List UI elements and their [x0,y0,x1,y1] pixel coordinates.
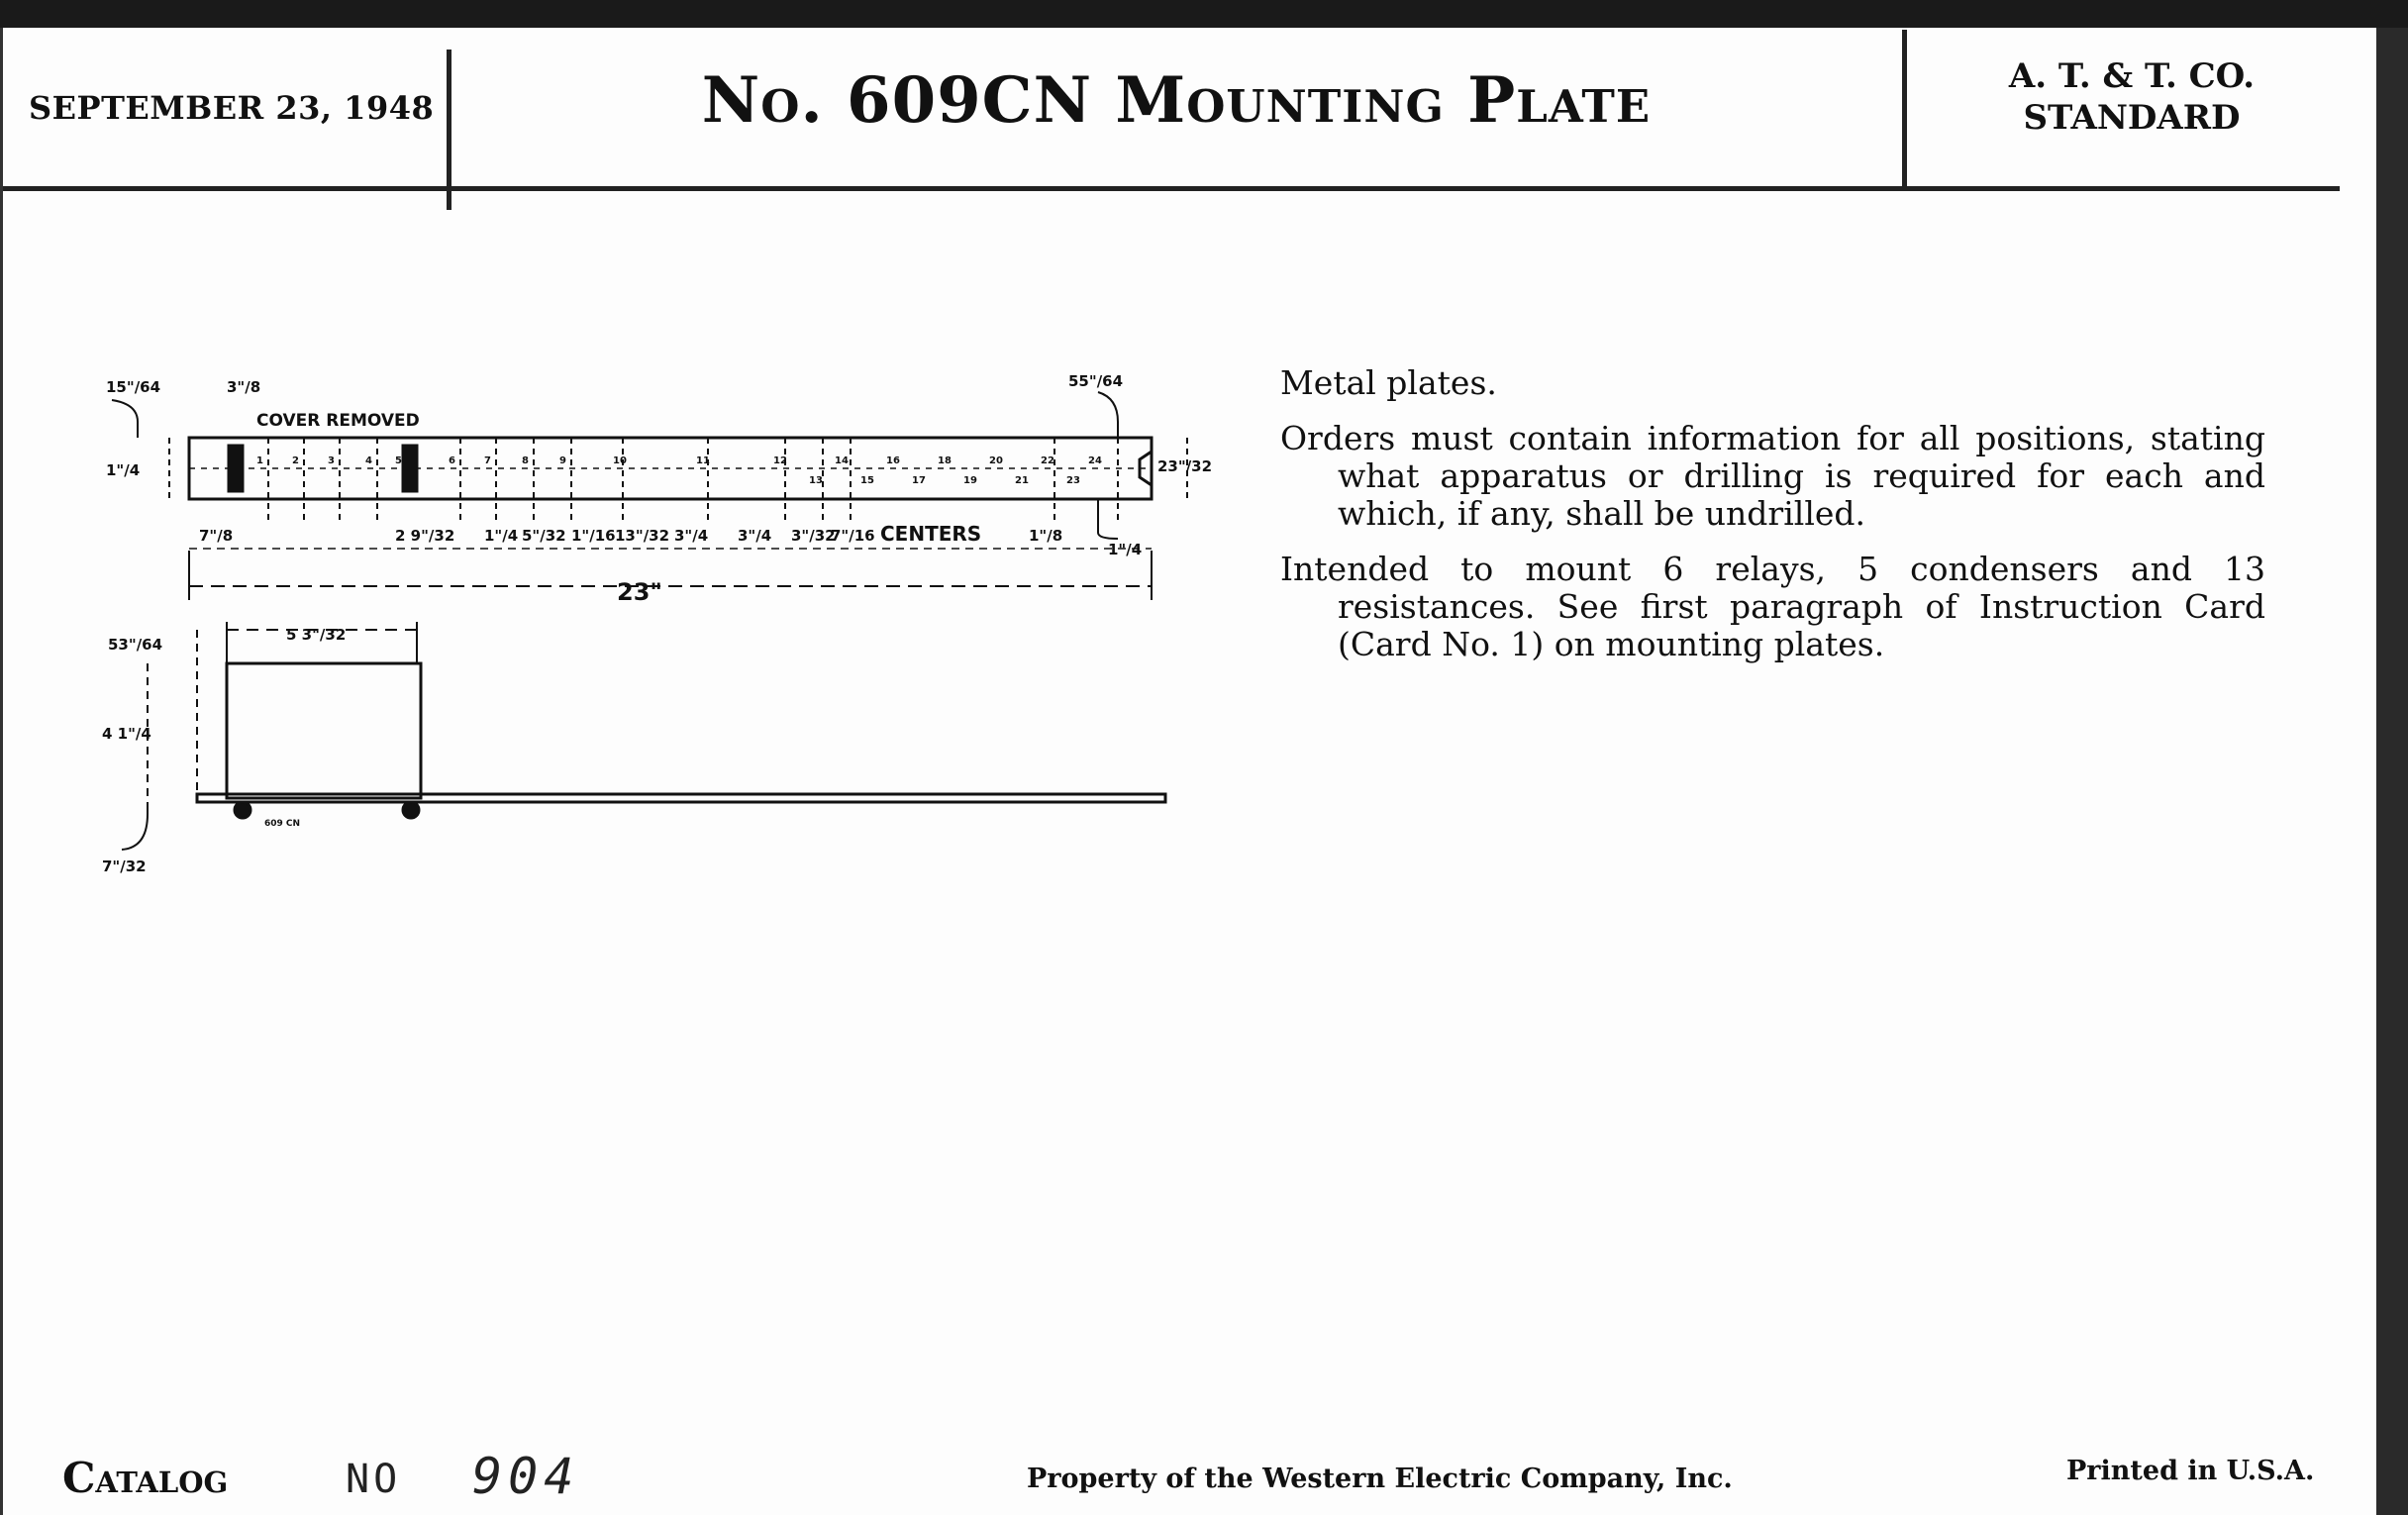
dim-1-8: 1"/8 [1029,527,1063,545]
dim-1-4: 1"/4 [484,527,519,545]
dim-5-32: 5"/32 [522,527,566,545]
position-label: 4 [365,455,372,466]
part-mark-label: 609 CN [264,819,301,829]
dim-7-8: 7"/8 [199,527,234,545]
description-p2: Orders must contain information for all positions, stating what apparatus or drilling is required for each and which, if any, shall be undrilled. [1280,419,2265,533]
dim-5-3-32: 5 3"/32 [286,626,347,644]
cover-removed-label: COVER REMOVED [256,411,420,431]
dim-23-32: 23"/32 [1157,457,1213,475]
dim-55-64: 55"/64 [1068,372,1124,390]
position-label: 23 [1066,475,1080,486]
catalog-card [0,28,2379,1515]
dimension-labels [102,372,1212,875]
description-block [1280,364,2265,681]
position-label: 12 [773,455,787,466]
dim-1-16: 1"/16 [571,527,616,545]
dim-3-4-a: 3"/4 [674,527,709,545]
position-label: 18 [938,455,952,466]
position-label: 9 [559,455,566,466]
dim-4-1-4: 4 1"/4 [102,725,151,743]
standard-line-1: A. T. & T. CO. [2008,56,2256,96]
bracket-left [229,446,243,491]
dim-15-64: 15"/64 [106,378,161,396]
description-p1: Metal plates. [1280,363,1497,402]
standard-line-2: STANDARD [2023,98,2241,138]
position-label: 6 [449,455,455,466]
dim-1-4-left: 1"/4 [106,461,141,479]
position-label: 2 [292,455,299,466]
overall-length-label: 23" [617,578,662,606]
position-label: 16 [886,455,900,466]
dim-1-4-right: 1"/4 [1108,541,1143,558]
position-label: 17 [912,475,926,486]
dim-53-64: 53"/64 [108,636,163,654]
position-label: 13 [809,475,823,486]
position-label: 3 [328,455,335,466]
printed-notice: Printed in U.S.A. [2066,1456,2315,1486]
position-label: 21 [1015,475,1029,486]
standard-label [1909,55,2355,139]
dim-13-32: 13"/32 [615,527,670,545]
dim-3-4-b: 3"/4 [738,527,772,545]
position-label: 24 [1088,455,1102,466]
header-divider-left [447,50,452,210]
catalog-label: Catalog [62,1454,229,1502]
dim-3-32: 3"/32 [791,527,836,545]
position-label: 20 [989,455,1003,466]
dim-7-16: 7"/16 [831,527,875,545]
bracket-mid [403,446,417,491]
position-label: 5 [395,455,402,466]
position-label: 1 [256,455,263,466]
position-label: 10 [613,455,627,466]
position-labels [256,455,1102,486]
issue-date: SEPTEMBER 23, 1948 [29,89,435,127]
page-title: No. 609CN Mounting Plate [701,63,1652,138]
technical-drawing [98,343,1237,897]
property-notice: Property of the Western Electric Company, Inc. [1027,1464,1733,1494]
centers-label: CENTERS [880,522,982,546]
relay-outline [227,663,421,798]
card-header [3,28,2340,191]
position-label: 22 [1041,455,1054,466]
position-label: 15 [860,475,874,486]
catalog-no-label: NO [346,1457,402,1502]
header-divider-right [1902,30,1907,188]
dim-7-32: 7"/32 [102,858,147,875]
mount-foot-right [403,802,419,818]
mount-foot-left [235,802,251,818]
scan-edge [2376,28,2408,1515]
position-ticks [268,438,1118,521]
position-label: 14 [835,455,849,466]
position-label: 19 [963,475,977,486]
position-label: 8 [522,455,529,466]
dim-3-8: 3"/8 [227,378,261,396]
catalog-number: 904 [472,1448,580,1505]
dim-2-9-32: 2 9"/32 [395,527,455,545]
description-p3: Intended to mount 6 relays, 5 condensers and 13 resistances. See first paragraph of Instruction Card (Card No. 1) on mounting plates. [1280,550,2265,663]
position-label: 11 [696,455,710,466]
position-label: 7 [484,455,491,466]
